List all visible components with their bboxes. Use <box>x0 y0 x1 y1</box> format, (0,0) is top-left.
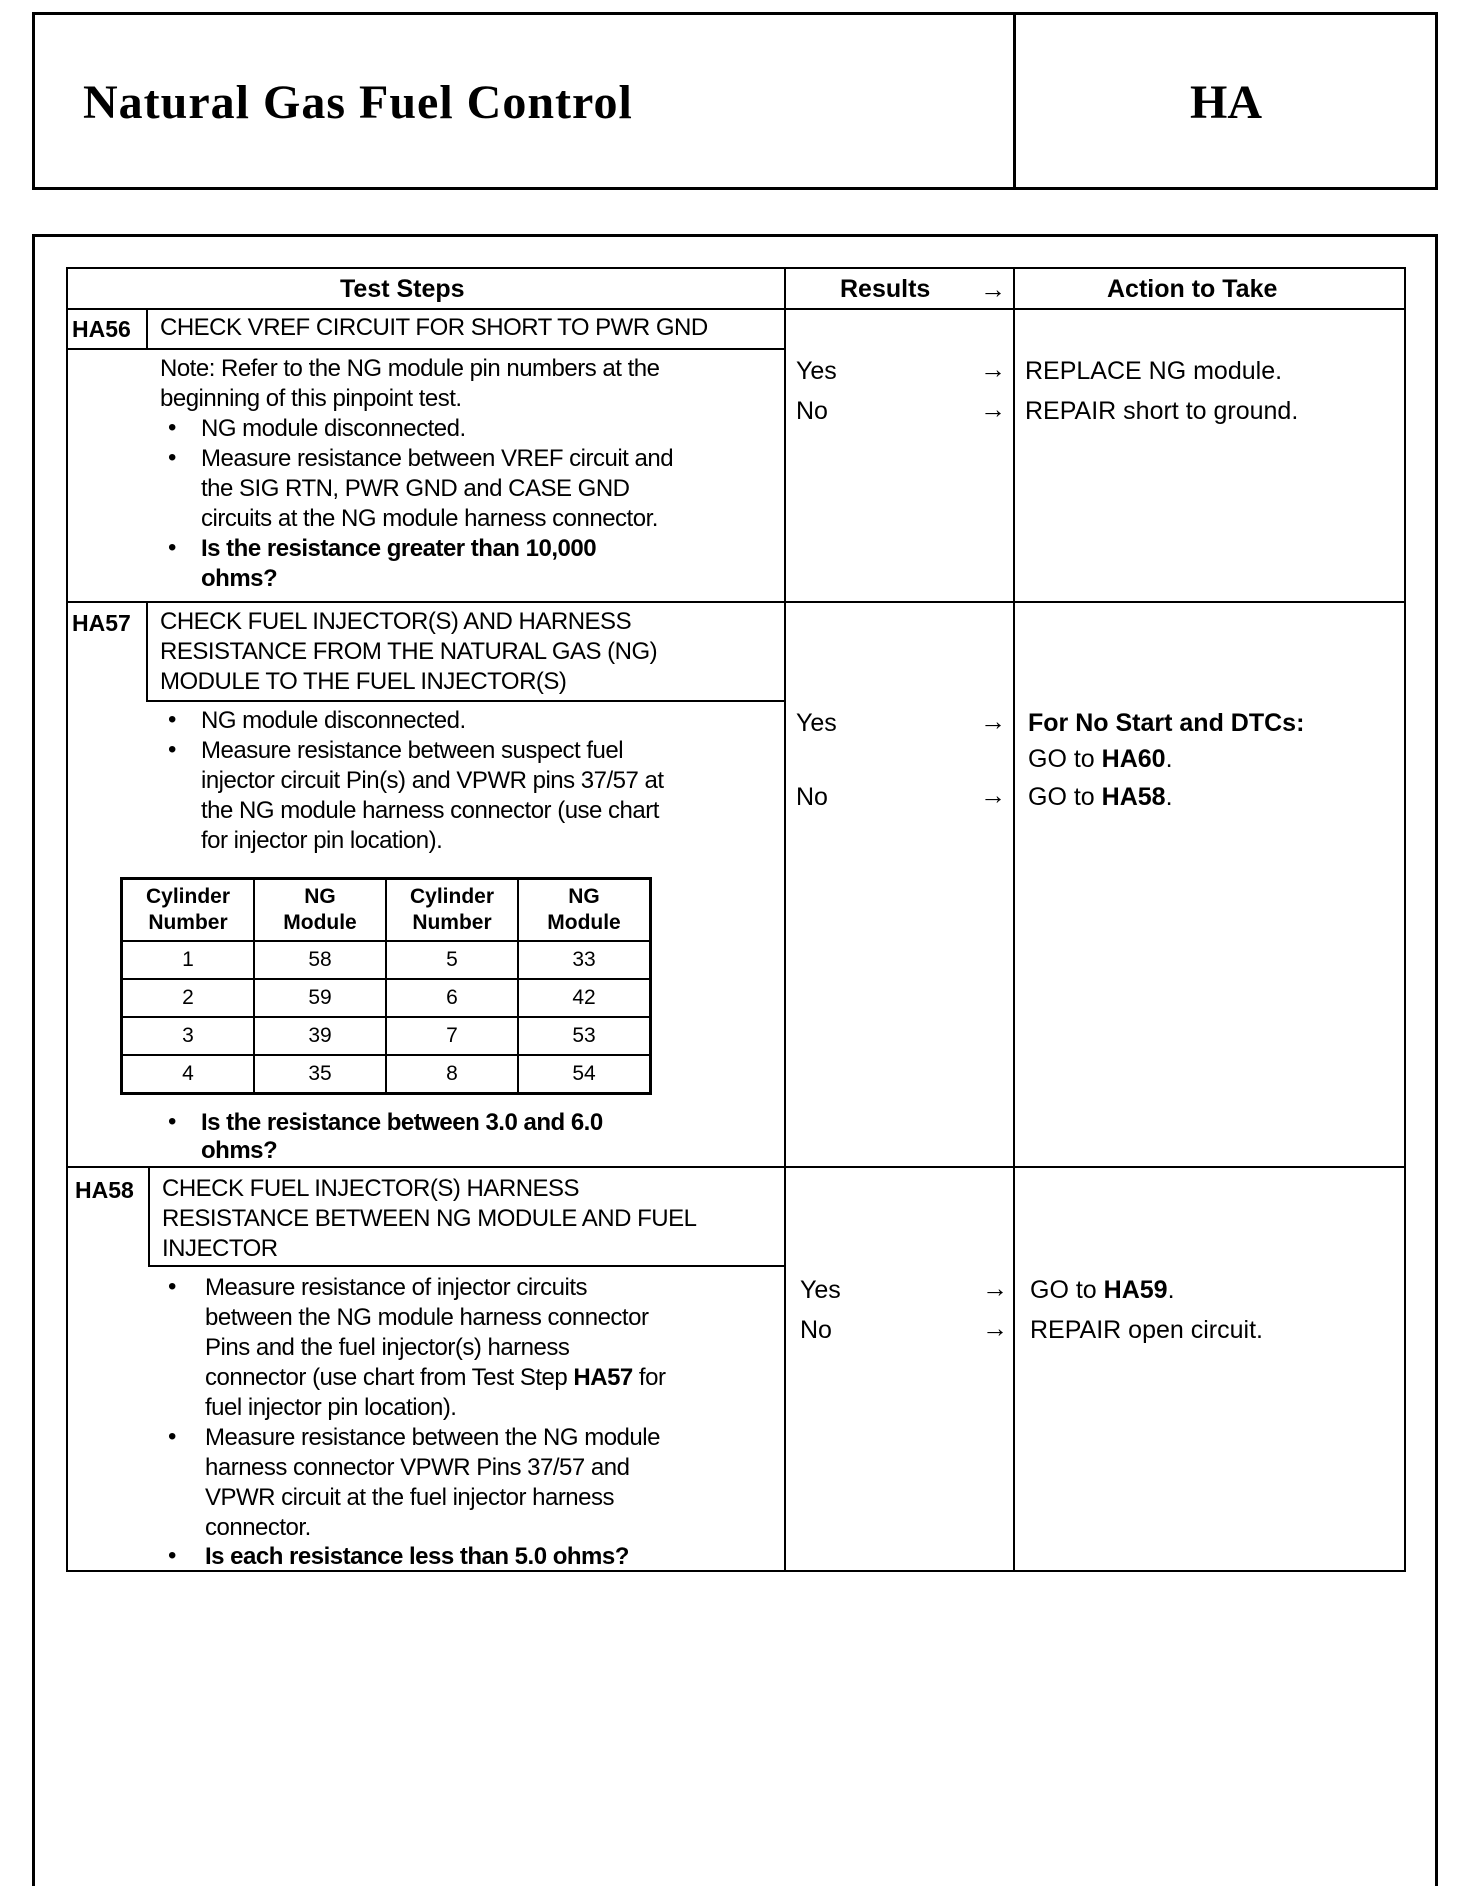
chart-header: NG Module <box>254 879 386 942</box>
chart-cell: 59 <box>254 979 386 1017</box>
step-title: CHECK FUEL INJECTOR(S) HARNESS <box>162 1175 580 1202</box>
arrow-icon: → <box>980 394 1006 424</box>
chart-cell: 1 <box>122 941 255 979</box>
chart-cell: 3 <box>122 1017 255 1055</box>
bullet-text: VPWR circuit at the fuel injector harness <box>205 1484 615 1511</box>
question-text: Is each resistance less than 5.0 ohms? <box>205 1543 629 1570</box>
result-no: No <box>800 1316 832 1344</box>
action-no: REPAIR open circuit. <box>1030 1316 1263 1344</box>
chart-row <box>122 941 651 979</box>
arrow-icon: → <box>980 780 1006 810</box>
result-yes: Yes <box>800 1276 841 1304</box>
action-no: GO to HA58. <box>1028 783 1173 811</box>
bullet-text: Measure resistance between the NG module <box>205 1424 660 1451</box>
section-code: HA <box>1190 76 1262 129</box>
result-yes: Yes <box>796 709 837 737</box>
action-yes: GO to HA59. <box>1030 1276 1175 1304</box>
chart-cell: 8 <box>386 1055 518 1094</box>
col-header-results: Results <box>840 275 931 303</box>
bullet-text: NG module disconnected. <box>201 415 466 442</box>
action-yes: GO to HA60. <box>1028 745 1173 773</box>
note-line: Note: Refer to the NG module pin numbers at the <box>160 355 660 382</box>
bullet-text: harness connector VPWR Pins 37/57 and <box>205 1454 630 1481</box>
step-title: RESISTANCE BETWEEN NG MODULE AND FUEL <box>162 1205 697 1232</box>
bullet-text: fuel injector pin location). <box>205 1394 457 1421</box>
bullet-text: circuits at the NG module harness connector. <box>201 505 658 532</box>
page-title: Natural Gas Fuel Control <box>83 76 633 129</box>
chart-cell: 6 <box>386 979 518 1017</box>
page-header <box>32 12 1438 190</box>
bullet-text: the NG module harness connector (use chart <box>201 797 659 824</box>
bullet-text: the SIG RTN, PWR GND and CASE GND <box>201 475 630 502</box>
step-title: CHECK FUEL INJECTOR(S) AND HARNESS <box>160 608 632 635</box>
chart-cell: 39 <box>254 1017 386 1055</box>
step-code: HA58 <box>75 1177 134 1203</box>
chart-row <box>122 1055 651 1094</box>
step-code: HA56 <box>72 316 131 342</box>
injector-pin-chart <box>120 877 652 1095</box>
bullet-text: NG module disconnected. <box>201 707 466 734</box>
chart-cell: 33 <box>518 941 651 979</box>
step-title: RESISTANCE FROM THE NATURAL GAS (NG) <box>160 638 658 665</box>
chart-cell: 2 <box>122 979 255 1017</box>
bullet-text: injector circuit Pin(s) and VPWR pins 37/57 at <box>201 767 664 794</box>
question-text: ohms? <box>201 565 278 592</box>
col-header-action: Action to Take <box>1107 275 1278 303</box>
chart-header: NG Module <box>518 879 651 942</box>
chart-cell: 54 <box>518 1055 651 1094</box>
result-no: No <box>796 397 828 425</box>
chart-cell: 5 <box>386 941 518 979</box>
chart-row <box>122 979 651 1017</box>
bullet-text: Measure resistance between suspect fuel <box>201 737 624 764</box>
chart-cell: 7 <box>386 1017 518 1055</box>
bullet-text: Pins and the fuel injector(s) harness <box>205 1334 570 1361</box>
step-title: MODULE TO THE FUEL INJECTOR(S) <box>160 668 567 695</box>
question-text: Is the resistance greater than 10,000 <box>201 535 597 562</box>
bullet-text: connector. <box>205 1514 311 1541</box>
chart-cell: 42 <box>518 979 651 1017</box>
arrow-icon: → <box>980 706 1006 736</box>
arrow-icon: → <box>982 1313 1008 1343</box>
chart-cell: 35 <box>254 1055 386 1094</box>
chart-header: Cylinder Number <box>122 879 255 942</box>
bullet-text: Measure resistance between VREF circuit and <box>201 445 674 472</box>
step-title: CHECK VREF CIRCUIT FOR SHORT TO PWR GND <box>160 314 708 341</box>
action-no: REPAIR short to ground. <box>1025 397 1299 425</box>
chart-cell: 4 <box>122 1055 255 1094</box>
col-header-test-steps: Test Steps <box>340 275 465 303</box>
chart-cell: 58 <box>254 941 386 979</box>
bullet-text: between the NG module harness connector <box>205 1304 649 1331</box>
arrow-icon: → <box>980 274 1006 304</box>
question-text: Is the resistance between 3.0 and 6.0 <box>201 1109 603 1136</box>
result-no: No <box>796 783 828 811</box>
note-line: beginning of this pinpoint test. <box>160 385 462 412</box>
chart-row <box>122 1017 651 1055</box>
chart-cell: 53 <box>518 1017 651 1055</box>
bullet-text: Measure resistance of injector circuits <box>205 1274 587 1301</box>
result-yes: Yes <box>796 357 837 385</box>
step-title: INJECTOR <box>162 1235 278 1262</box>
arrow-icon: → <box>980 354 1006 384</box>
action-yes: REPLACE NG module. <box>1025 357 1283 385</box>
bullet-text: connector (use chart from Test Step HA57 for <box>205 1364 666 1391</box>
question-text: ohms? <box>201 1137 278 1164</box>
arrow-icon: → <box>982 1273 1008 1303</box>
step-code: HA57 <box>72 610 131 636</box>
bullet-text: for injector pin location). <box>201 827 443 854</box>
action-yes-heading: For No Start and DTCs: <box>1028 709 1305 737</box>
chart-header: Cylinder Number <box>386 879 518 942</box>
